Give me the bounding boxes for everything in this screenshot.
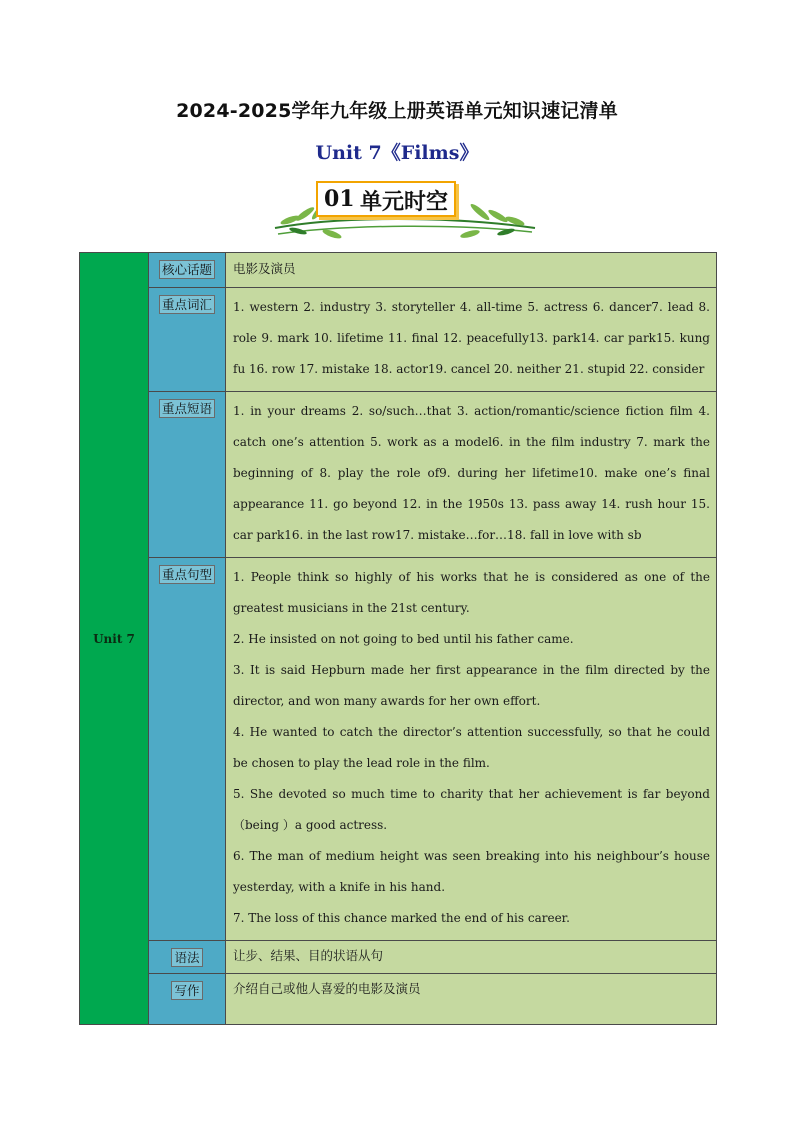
table-row (80, 288, 717, 392)
row-text: 1. western 2. industry 3. storyteller 4. all-time 5. actress 6. dancer7. lead 8. role 9. mark 10. lifetime 11. final 12. peacefully13. park14. car park15. kung fu 16. row 17. mistake 18. actor19. cancel 20. neither 21. stupid 22. consider (233, 300, 710, 376)
row-label: 语法 (171, 948, 202, 967)
label-cell (149, 941, 226, 974)
label-cell (149, 253, 226, 288)
content-cell (226, 288, 717, 392)
table-row (80, 392, 717, 558)
sentence-line: 3. It is said Hepburn made her first appearance in the film directed by the director, and won many awards for her own effort. (233, 663, 710, 708)
table-row (80, 974, 717, 1025)
banner-title: 单元时空 (360, 190, 449, 215)
row-label: 重点词汇 (159, 295, 215, 314)
content-cell (226, 558, 717, 941)
row-label: 写作 (171, 981, 202, 1000)
label-cell (149, 558, 226, 941)
label-cell (149, 974, 226, 1025)
document-title: 2024-2025学年九年级上册英语单元知识速记清单 (176, 100, 618, 122)
label-cell (149, 288, 226, 392)
section-banner (270, 176, 540, 246)
unit-cell (80, 253, 149, 1025)
content-cell (226, 392, 717, 558)
table-row (80, 941, 717, 974)
table-row (80, 558, 717, 941)
row-text: 1. in your dreams 2. so/such…that 3. action/romantic/science fiction film 4. catch one’s attention 5. work as a model6. in the film industry 7. mark the beginning of 8. play the role of9. during her lifetime10. make one’s final appearance 11. go beyond 12. in the 1950s 13. pass away 14. rush hour 15. car park16. in the last row17. mistake…for…18. fall in love with sb (233, 404, 710, 542)
row-label: 重点短语 (159, 399, 215, 418)
content-cell (226, 941, 717, 974)
sentence-line: 2. He insisted on not going to bed until his father came. (233, 632, 574, 646)
row-label: 核心话题 (159, 260, 215, 279)
table-row (80, 253, 717, 288)
knowledge-table (79, 252, 717, 1025)
row-text: 让步、结果、目的状语从句 (233, 948, 384, 963)
label-cell (149, 392, 226, 558)
sentence-line: 6. The man of medium height was seen breaking into his neighbour’s house yesterday, with a knife in his hand. (233, 849, 710, 894)
sentence-line: 7. The loss of this chance marked the end of his career. (233, 911, 570, 925)
content-cell (226, 974, 717, 1025)
sentence-line: 1. People think so highly of his works that he is considered as one of the greatest musicians in the 21st century. (233, 570, 710, 615)
sentence-line: 5. She devoted so much time to charity that her achievement is far beyond （being ）a good actress. (233, 787, 710, 832)
sentence-line: 4. He wanted to catch the director’s attention successfully, so that he could be chosen to play the lead role in the film. (233, 725, 710, 770)
row-text: 介绍自己或他人喜爱的电影及演员 (233, 981, 421, 996)
row-text: 电影及演员 (233, 261, 296, 276)
banner-number: 01 (324, 186, 355, 212)
unit-subtitle: Unit 7《Films》 (315, 142, 479, 164)
unit-label: Unit 7 (93, 631, 135, 646)
row-label: 重点句型 (159, 565, 215, 584)
content-cell (226, 253, 717, 288)
